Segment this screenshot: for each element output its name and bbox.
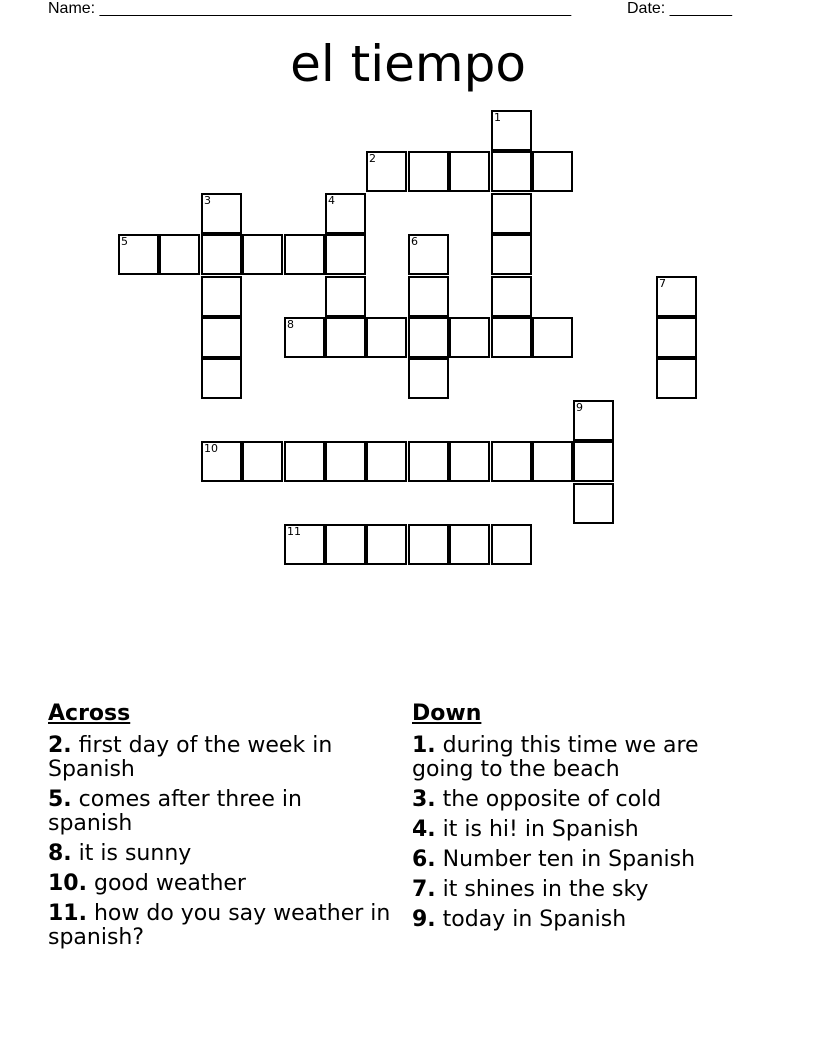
down-clue — [412, 788, 757, 812]
crossword-cell[interactable] — [325, 276, 366, 317]
crossword-cell[interactable] — [449, 151, 490, 192]
crossword-cell[interactable] — [491, 193, 532, 234]
clue-text: comes after three in spanish — [48, 787, 302, 836]
crossword-cell[interactable] — [242, 441, 283, 482]
clue-number-label: 3. — [412, 787, 436, 812]
crossword-cell[interactable] — [449, 441, 490, 482]
clue-number-label: 11. — [48, 901, 87, 926]
clue-number-label: 10. — [48, 871, 87, 896]
clue-text: during this time we are going to the beach — [412, 733, 699, 782]
crossword-cell[interactable] — [491, 234, 532, 275]
crossword-cell[interactable] — [532, 441, 573, 482]
clue-number-label: 6. — [412, 847, 436, 872]
across-clue — [48, 902, 393, 950]
crossword-cell[interactable] — [449, 524, 490, 565]
crossword-cell[interactable] — [201, 234, 242, 275]
crossword-cell[interactable] — [325, 441, 366, 482]
crossword-cell[interactable] — [656, 317, 697, 358]
clue-text: how do you say weather in spanish? — [48, 901, 391, 950]
clue-number: 11 — [287, 525, 301, 538]
crossword-cell[interactable] — [408, 276, 449, 317]
crossword-cell[interactable] — [532, 151, 573, 192]
clue-text: the opposite of cold — [435, 787, 662, 812]
across-clue — [48, 842, 393, 866]
name-field-label: Name: _____________________________________________________ — [48, 0, 572, 17]
down-heading: Down — [412, 701, 482, 726]
clue-text: it shines in the sky — [435, 877, 649, 902]
clue-number: 6 — [411, 235, 418, 248]
down-clue-list — [412, 734, 757, 932]
clue-number-label: 8. — [48, 841, 72, 866]
crossword-cell[interactable] — [408, 234, 449, 275]
across-clue-list — [48, 734, 393, 950]
across-clues — [48, 700, 393, 956]
crossword-cell[interactable] — [201, 193, 242, 234]
crossword-cell[interactable] — [366, 317, 407, 358]
clue-number-label: 9. — [412, 907, 436, 932]
crossword-cell[interactable] — [284, 524, 325, 565]
clue-text: first day of the week in Spanish — [48, 733, 333, 782]
clue-number: 5 — [121, 235, 128, 248]
crossword-cell[interactable] — [491, 110, 532, 151]
crossword-cell[interactable] — [656, 276, 697, 317]
clue-text: Number ten in Spanish — [435, 847, 696, 872]
down-clue — [412, 818, 757, 842]
across-clue — [48, 872, 393, 896]
crossword-cell[interactable] — [201, 358, 242, 399]
crossword-cell[interactable] — [491, 317, 532, 358]
crossword-cell[interactable] — [325, 234, 366, 275]
down-clue — [412, 878, 757, 902]
clue-text: it is hi! in Spanish — [435, 817, 639, 842]
clue-text: good weather — [86, 871, 246, 896]
crossword-cell[interactable] — [656, 358, 697, 399]
down-clue — [412, 908, 757, 932]
clue-text: it is sunny — [71, 841, 192, 866]
clue-number-label: 1. — [412, 733, 436, 758]
crossword-cell[interactable] — [408, 441, 449, 482]
crossword-cell[interactable] — [201, 276, 242, 317]
clue-number-label: 7. — [412, 877, 436, 902]
clue-text: today in Spanish — [435, 907, 627, 932]
crossword-cell[interactable] — [408, 151, 449, 192]
crossword-cell[interactable] — [284, 234, 325, 275]
clue-number: 2 — [369, 152, 376, 165]
crossword-cell[interactable] — [573, 483, 614, 524]
crossword-cell[interactable] — [325, 317, 366, 358]
page-title: el tiempo — [290, 35, 526, 93]
clue-number: 3 — [204, 194, 211, 207]
crossword-cell[interactable] — [242, 234, 283, 275]
crossword-cell[interactable] — [573, 400, 614, 441]
clue-number: 7 — [659, 277, 666, 290]
date-field-label: Date: _______ — [627, 0, 732, 17]
crossword-cell[interactable] — [491, 441, 532, 482]
crossword-cell[interactable] — [408, 358, 449, 399]
crossword-cell[interactable] — [284, 441, 325, 482]
clue-number: 9 — [576, 401, 583, 414]
crossword-cell[interactable] — [491, 276, 532, 317]
crossword-cell[interactable] — [408, 524, 449, 565]
clue-number: 4 — [328, 194, 335, 207]
crossword-cell[interactable] — [366, 441, 407, 482]
crossword-cell[interactable] — [201, 441, 242, 482]
clue-number: 1 — [494, 111, 501, 124]
clue-number-label: 2. — [48, 733, 72, 758]
crossword-cell[interactable] — [449, 317, 490, 358]
crossword-cell[interactable] — [118, 234, 159, 275]
down-clue — [412, 734, 757, 782]
crossword-cell[interactable] — [325, 193, 366, 234]
crossword-cell[interactable] — [573, 441, 614, 482]
clue-number: 10 — [204, 442, 218, 455]
crossword-cell[interactable] — [366, 524, 407, 565]
crossword-cell[interactable] — [491, 524, 532, 565]
clue-number-label: 4. — [412, 817, 436, 842]
crossword-cell[interactable] — [284, 317, 325, 358]
clue-number-label: 5. — [48, 787, 72, 812]
crossword-cell[interactable] — [159, 234, 200, 275]
across-clue — [48, 734, 393, 782]
crossword-cell[interactable] — [366, 151, 407, 192]
down-clue — [412, 848, 757, 872]
crossword-cell[interactable] — [325, 524, 366, 565]
crossword-cell[interactable] — [532, 317, 573, 358]
down-clues — [412, 700, 757, 938]
across-heading: Across — [48, 701, 131, 726]
clue-number: 8 — [287, 318, 294, 331]
crossword-cell[interactable] — [491, 151, 532, 192]
across-clue — [48, 788, 393, 836]
crossword-cell[interactable] — [408, 317, 449, 358]
crossword-cell[interactable] — [201, 317, 242, 358]
